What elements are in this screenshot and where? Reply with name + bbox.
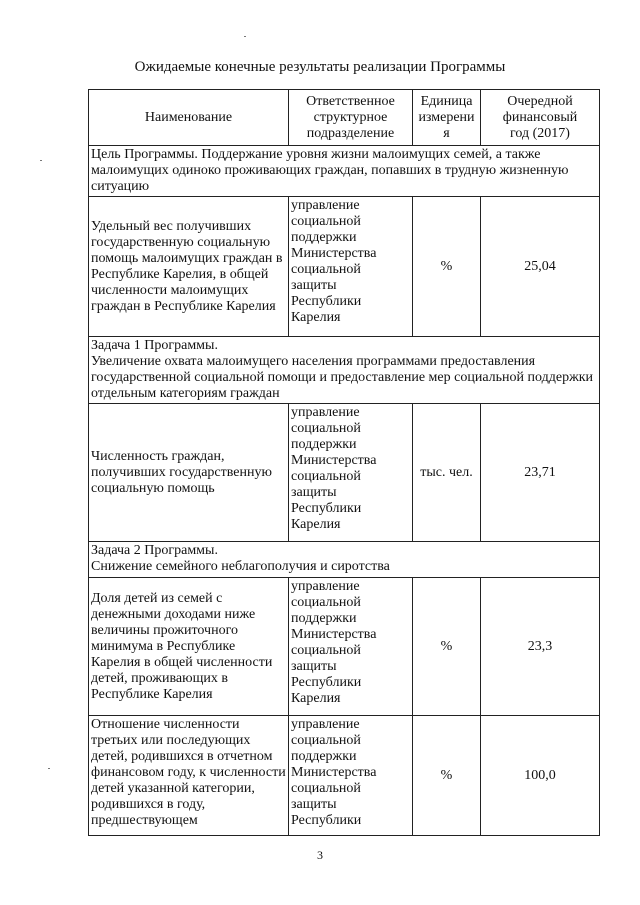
indicator-value: 25,04 [481,197,600,337]
scan-speck [40,160,42,161]
header-row [89,90,600,146]
task2-text: Задача 2 Программы. Снижение семейного неблагополучия и сиротства [89,542,600,578]
indicator-name: Численность граждан, получивших государственную социальную помощь [89,404,289,542]
indicator-unit: % [413,578,481,716]
indicator-value: 100,0 [481,716,600,836]
task1-text: Задача 1 Программы. Увеличение охвата малоимущего населения программами предоставления государственной социальной помощи и предоставление мер социальной поддержки отдельным категориям граждан [89,337,600,404]
header-dept: Ответственное структурное подразделение [289,90,413,146]
table-row [89,716,600,836]
header-name: Наименование [89,90,289,146]
header-value: Очередной финансовый год (2017) [481,90,600,146]
results-table [88,89,600,836]
goal-row [89,146,600,197]
indicator-dept: управление социальной поддержки Министерства социальной защиты Республики [289,716,413,836]
indicator-unit: % [413,197,481,337]
header-unit: Единица измерени я [413,90,481,146]
scan-speck [48,768,50,769]
scan-speck [244,36,246,37]
indicator-name: Отношение численности третьих или последующих детей, родившихся в отчетном финансовом году, к численности детей указанной категории, родившихся в году, предшествующем [89,716,289,836]
table-row [89,197,600,337]
table-row [89,578,600,716]
indicator-unit: тыс. чел. [413,404,481,542]
indicator-name: Удельный вес получивших государственную социальную помощь малоимущих граждан в Республике Карелия, в общей численности малоимущих граждан в Республике Карелия [89,197,289,337]
indicator-dept: управление социальной поддержки Министерства социальной защиты Республики Карелия [289,404,413,542]
page-title: Ожидаемые конечные результаты реализации Программы [134,59,506,75]
indicator-value: 23,71 [481,404,600,542]
indicator-dept: управление социальной поддержки Министерства социальной защиты Республики Карелия [289,197,413,337]
goal-text: Цель Программы. Поддержание уровня жизни малоимущих семей, а также малоимущих одиноко проживающих граждан, попавших в трудную жизненную ситуацию [89,146,600,197]
page-number: 3 [317,848,323,862]
task1-row [89,337,600,404]
indicator-unit: % [413,716,481,836]
indicator-dept: управление социальной поддержки Министерства социальной защиты Республики Карелия [289,578,413,716]
task2-row [89,542,600,578]
table-row [89,404,600,542]
indicator-value: 23,3 [481,578,600,716]
indicator-name: Доля детей из семей с денежными доходами ниже величины прожиточного минимума в Республике Карелия в общей численности детей, проживающих в Республике Карелия [89,578,289,716]
